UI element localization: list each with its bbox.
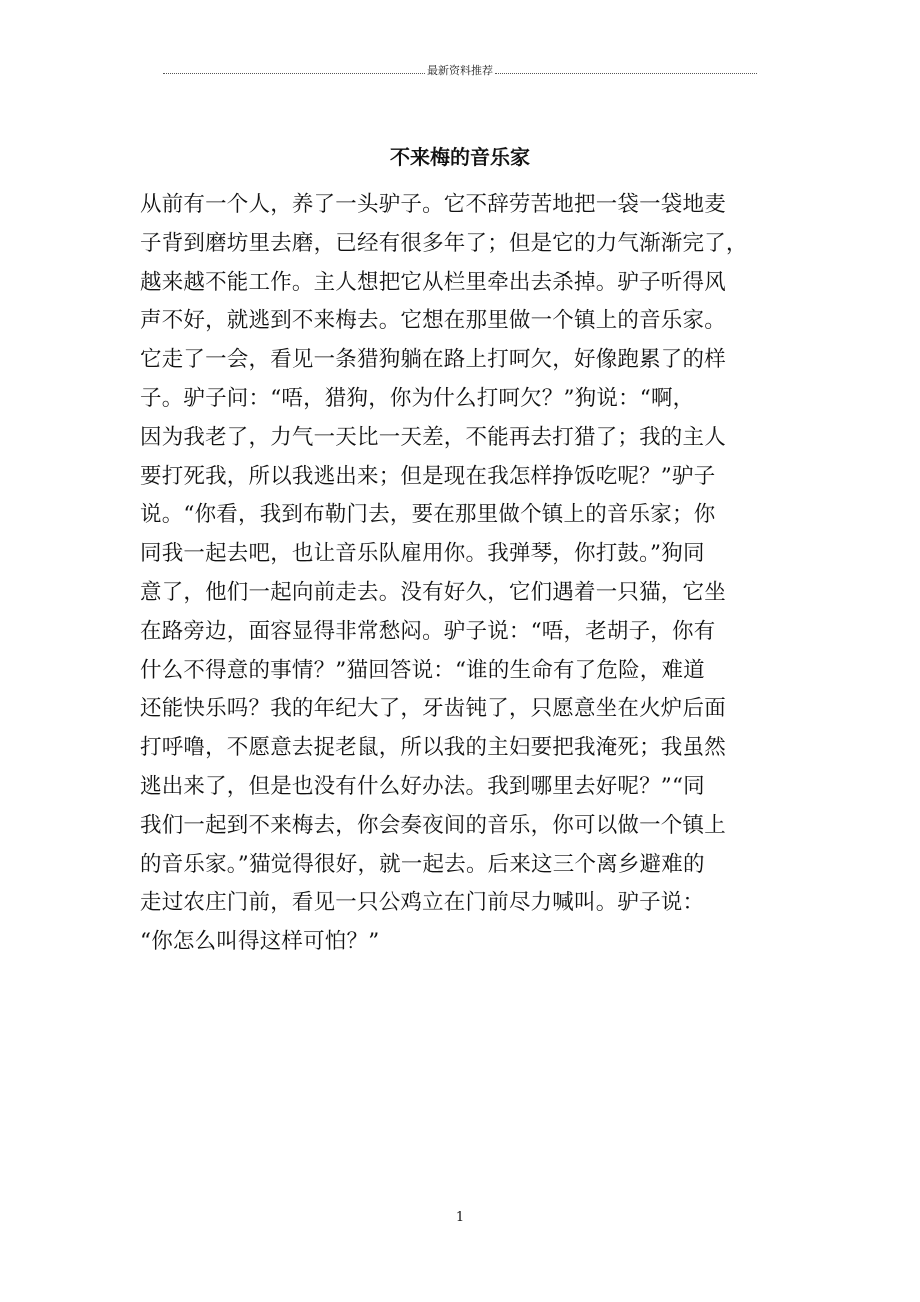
page-number: 1 [455, 1210, 465, 1225]
header-text: 最新资料推荐 [427, 64, 493, 77]
text-line: 同我一起去吧，也让音乐队雇用你。我弹琴，你打鼓。”狗同 [140, 541, 705, 567]
page-header [163, 64, 757, 78]
text-line: 逃出来了，但是也没有什么好办法。我到哪里去好呢？”“同 [140, 773, 705, 799]
text-line: 子背到磨坊里去磨，已经有很多年了；但是它的力气渐渐完了， [140, 230, 748, 256]
text-line: 的音乐家。”猫觉得很好，就一起去。后来这三个离乡避难的 [140, 851, 705, 877]
text-line: 什么不得意的事情？”猫回答说：“谁的生命有了危险，难道 [140, 657, 705, 683]
text-line: 从前有一个人，养了一头驴子。它不辞劳苦地把一袋一袋地麦 [140, 192, 726, 217]
document-body [140, 186, 780, 962]
text-line: 我们一起到不来梅去，你会奏夜间的音乐，你可以做一个镇上 [140, 812, 726, 838]
text-line: 意了，他们一起向前走去。没有好久，它们遇着一只猫，它坐 [140, 579, 726, 605]
text-line: 说。“你看，我到布勒门去，要在那里做个镇上的音乐家；你 [140, 502, 716, 528]
document-title: 不来梅的音乐家 [390, 145, 530, 169]
text-line: 子。驴子问：“唔，猎狗，你为什么打呵欠？”狗说：“啊， [140, 385, 695, 411]
text-line: 还能快乐吗？我的年纪大了，牙齿钝了，只愿意坐在火炉后面 [140, 696, 726, 722]
text-line: 走过农庄门前，看见一只公鸡立在门前尽力喊叫。驴子说： [140, 890, 705, 916]
text-line: 在路旁边，面容显得非常愁闷。驴子说：“唔，老胡子，你有 [140, 618, 716, 644]
text-line: 它走了一会，看见一条猎狗躺在路上打呵欠，好像跑累了的样 [140, 347, 726, 373]
header-dotted-rule-left [163, 73, 425, 74]
text-line: 要打死我，所以我逃出来；但是现在我怎样挣饭吃呢？”驴子 [140, 463, 716, 489]
text-line: 声不好，就逃到不来梅去。它想在那里做一个镇上的音乐家。 [140, 308, 726, 334]
text-line: 打呼噜，不愿意去捉老鼠，所以我的主妇要把我淹死；我虽然 [140, 735, 726, 761]
text-line: “你怎么叫得这样可怕？” [140, 929, 380, 955]
text-line: 越来越不能工作。主人想把它从栏里牵出去杀掉。驴子听得风 [140, 269, 726, 295]
text-line: 因为我老了，力气一天比一天差，不能再去打猎了；我的主人 [140, 424, 726, 450]
header-dotted-rule-right [495, 73, 757, 74]
